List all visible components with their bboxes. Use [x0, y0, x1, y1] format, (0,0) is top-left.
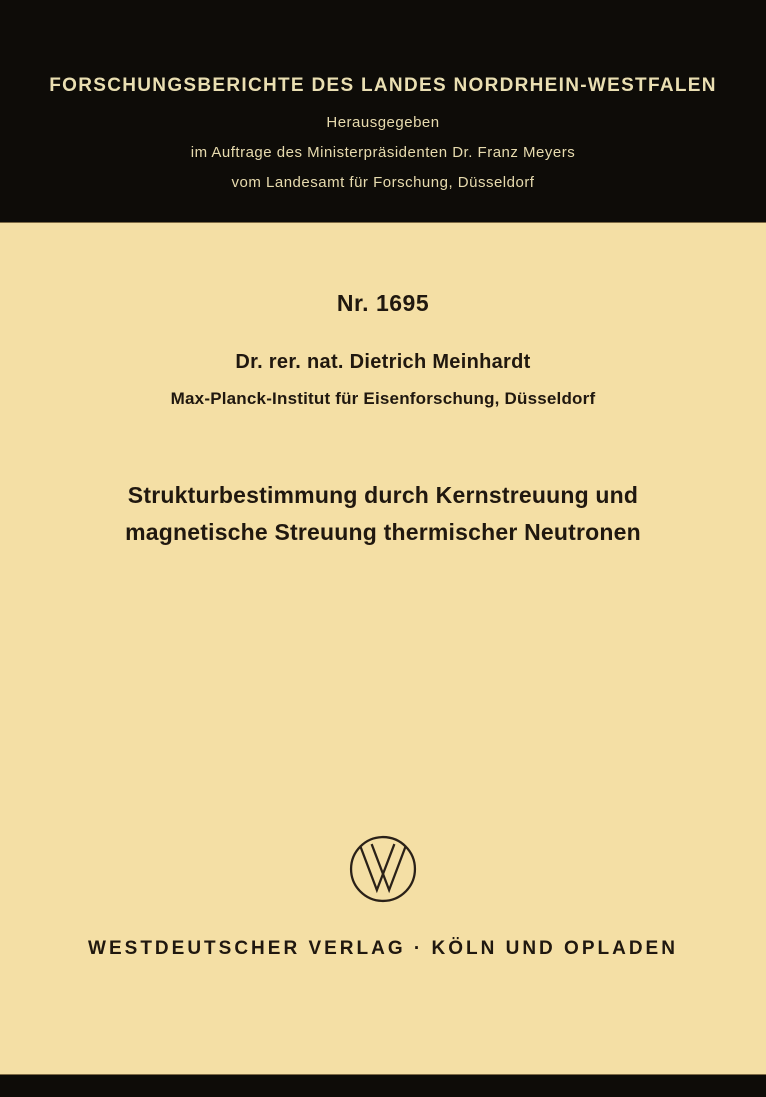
publisher-imprint: WESTDEUTSCHER VERLAG · KÖLN UND OPLADEN — [88, 938, 678, 959]
series-title: FORSCHUNGSBERICHTE DES LANDES NORDRHEIN-WESTFALEN — [49, 75, 717, 96]
bottom-band — [0, 1074, 766, 1097]
commission-line: im Auftrage des Ministerpräsidenten Dr. Franz Meyers — [190, 144, 576, 161]
author-name: Dr. rer. nat. Dietrich Meinhardt — [235, 351, 531, 373]
report-title-line-2: magnetische Streuung thermischer Neutronen — [125, 519, 641, 545]
report-title-line-1: Strukturbestimmung durch Kernstreuung und — [127, 482, 639, 508]
author-affiliation: Max-Planck-Institut für Eisenforschung, Düsseldorf — [170, 389, 596, 408]
report-number: Nr. 1695 — [336, 290, 430, 316]
series-band — [0, 0, 766, 223]
herausgegeben-line: Herausgegeben — [326, 114, 440, 131]
w-monogram-circle-icon — [348, 834, 418, 904]
state-office-line: vom Landesamt für Forschung, Düsseldorf — [231, 174, 535, 191]
publisher-logo — [348, 834, 418, 904]
report-title — [0, 477, 766, 551]
